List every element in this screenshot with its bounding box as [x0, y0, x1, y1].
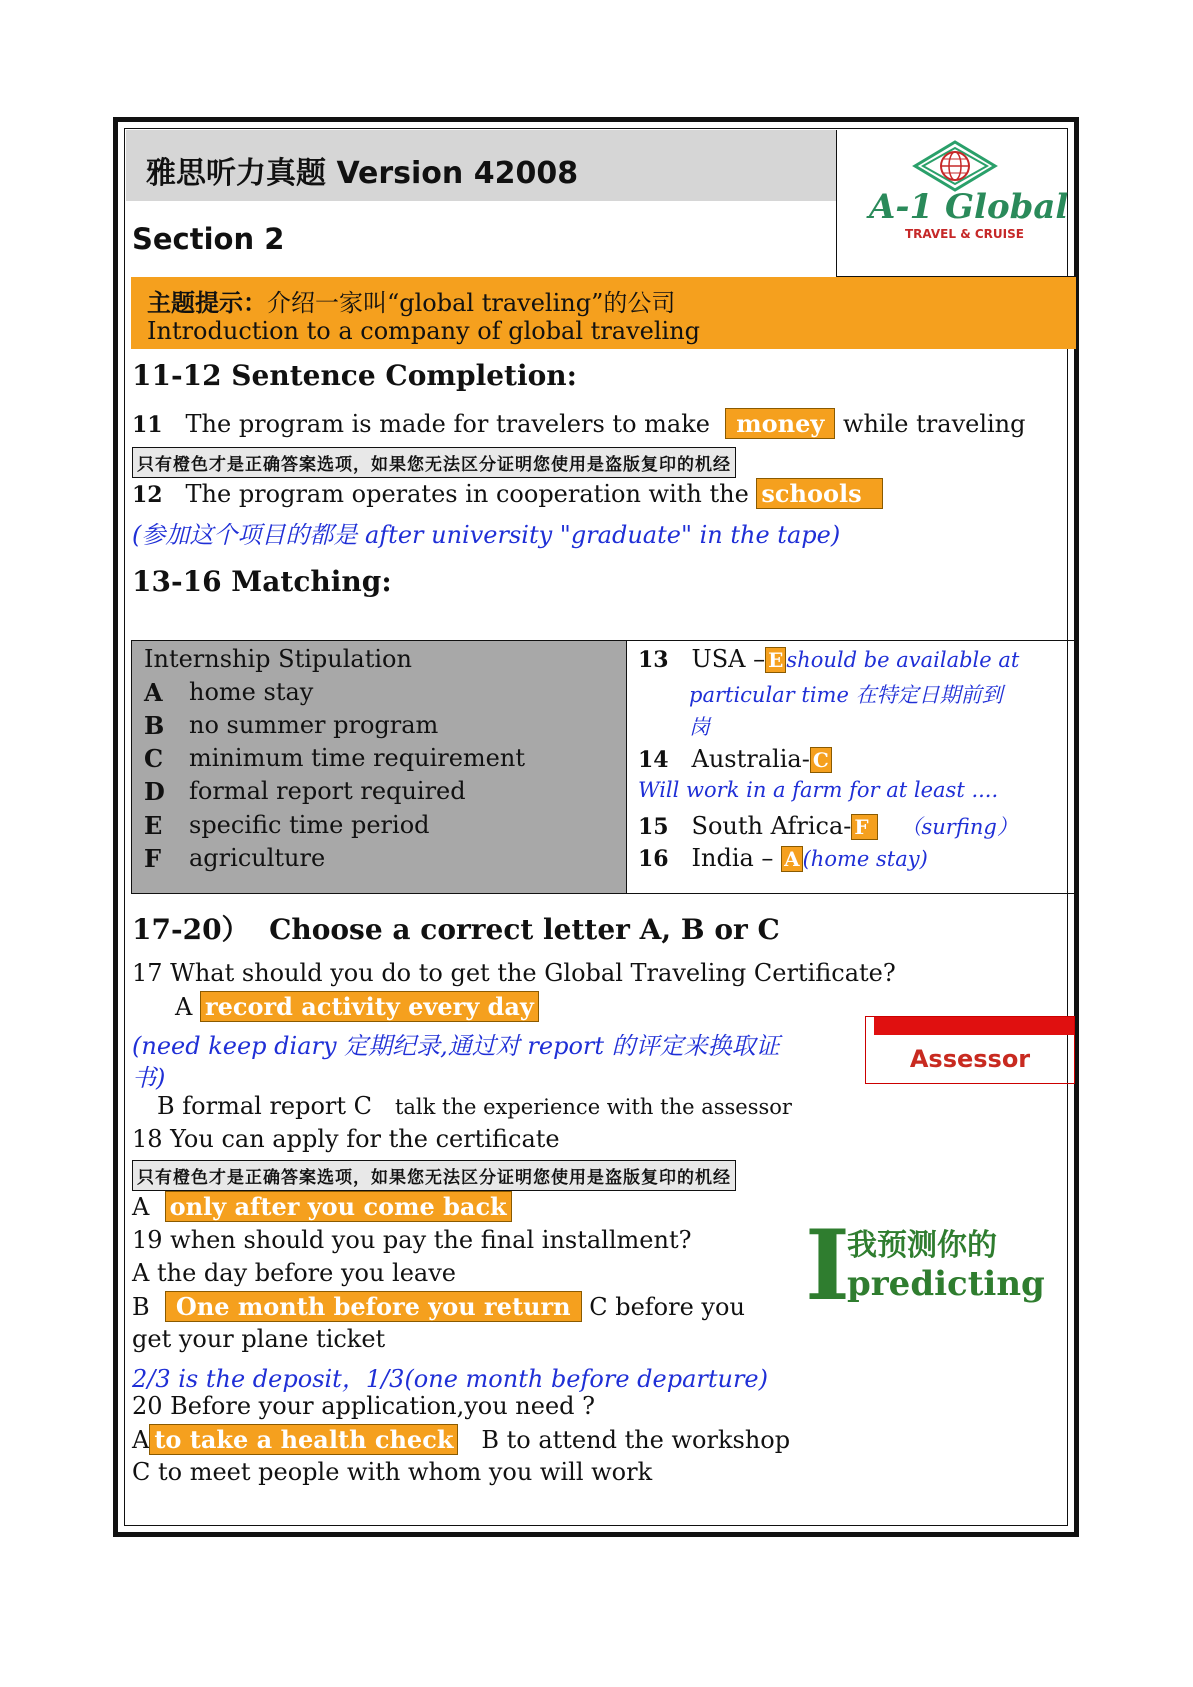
q16: 16 India – A (home stay)	[638, 844, 928, 872]
topic-cn: 介绍一家叫“global traveling”的公司	[267, 289, 676, 317]
q19: 19 when should you pay the final installment?	[132, 1226, 692, 1254]
q17-other-options: B formal report C talk the experience with the assessor	[157, 1092, 792, 1120]
warning-banner-2: 只有橙色才是正确答案选项，如果您无法区分证明您使用是盗版复印的机经	[132, 1160, 736, 1191]
page-title: 雅思听力真题 Version 42008	[146, 156, 579, 191]
note-17: (need keep diary 定期纪录,通过对 report 的评定来换取证	[132, 1032, 780, 1060]
answer-19: One month before you return	[165, 1291, 582, 1322]
q19-option-c: get your plane ticket	[132, 1325, 386, 1353]
answer-18: only after you come back	[165, 1191, 512, 1222]
answer-13: E	[765, 647, 786, 673]
answer-14: C	[810, 747, 832, 773]
heading-choose: 17-20） Choose a correct letter A, B or C	[132, 913, 780, 946]
q20-answer-line: A to take a health check B to attend the workshop	[132, 1425, 791, 1454]
q12: 12 The program operates in cooperation with the schools	[132, 479, 883, 508]
predicting-stamp	[805, 1219, 1045, 1309]
svg-text:I: I	[805, 1219, 850, 1309]
page-inner	[124, 128, 1068, 1526]
logo-tagline: TRAVEL & CRUISE	[905, 227, 1024, 241]
option-d: formal report required	[189, 777, 466, 805]
option-c: minimum time requirement	[189, 744, 525, 772]
note-12: (参加这个项目的都是 after university "graduate" in the tape)	[132, 521, 841, 549]
topic-banner	[131, 277, 1076, 349]
matching-table	[131, 640, 1076, 894]
option-b: no summer program	[189, 711, 439, 739]
q11: 11 The program is made for travelers to make money while traveling	[132, 409, 1026, 438]
warning-banner: 只有橙色才是正确答案选项，如果您无法区分证明您使用是盗版复印的机经	[132, 447, 736, 478]
topic-label: 主题提示：	[147, 288, 267, 317]
note-14: Will work in a farm for at least ....	[638, 778, 999, 802]
q13: 13 USA – E should be available at	[638, 645, 1020, 673]
topic-en: Introduction to a company of global traveling	[147, 317, 701, 345]
option-f: agriculture	[189, 844, 326, 872]
section-label: Section 2	[132, 222, 285, 256]
options-title: Internship Stipulation	[144, 645, 412, 673]
note-13: particular time 在特定日期前到	[689, 683, 1003, 707]
note-19: 2/3 is the deposit，1/3(one month before departure)	[132, 1365, 768, 1393]
q17-answer-line: A record activity every day	[175, 992, 539, 1021]
note-13b: 岗	[689, 715, 710, 739]
q14: 14 Australia- C	[638, 745, 832, 773]
note-17b: 书)	[132, 1064, 166, 1092]
answer-12: schools	[756, 478, 882, 509]
q19-option-a: A the day before you leave	[132, 1259, 456, 1287]
logo-box	[836, 130, 1077, 277]
option-e: specific time period	[189, 811, 430, 839]
heading-sentence-completion: 11-12 Sentence Completion:	[132, 359, 577, 392]
options-list: Internship Stipulation A home stay B no summer program C minimum time requirement D formal report required E specific time period F agriculture	[132, 641, 627, 893]
option-a: home stay	[189, 678, 314, 706]
globe-icon	[915, 142, 995, 190]
q15: 15 South Africa- F （surfing）	[638, 812, 1018, 840]
page-frame	[113, 117, 1079, 1537]
logo-brand: A-1 Global	[869, 187, 1069, 227]
answer-11: money	[725, 408, 835, 439]
answer-20: to take a health check	[149, 1424, 458, 1455]
q18: 18 You can apply for the certificate	[132, 1125, 560, 1153]
answer-15: F	[851, 814, 877, 840]
heading-matching: 13-16 Matching:	[132, 565, 392, 598]
svg-text:我预测你的: 我预测你的	[847, 1228, 997, 1263]
answer-16: A	[781, 846, 803, 872]
q17: 17 What should you do to get the Global Traveling Certificate?	[132, 959, 896, 987]
q20-option-c: C to meet people with whom you will work	[132, 1458, 653, 1486]
title-bar	[126, 130, 836, 201]
svg-text:predicting: predicting	[847, 1264, 1045, 1304]
q19-answer-line: B One month before you return C before you	[132, 1292, 745, 1321]
q20: 20 Before your application,you need ?	[132, 1392, 596, 1420]
assessor-badge: Assessor	[865, 1016, 1075, 1084]
q18-answer-line: A only after you come back	[132, 1192, 512, 1221]
answer-17: record activity every day	[200, 991, 539, 1022]
a1-global-logo	[837, 130, 1075, 274]
